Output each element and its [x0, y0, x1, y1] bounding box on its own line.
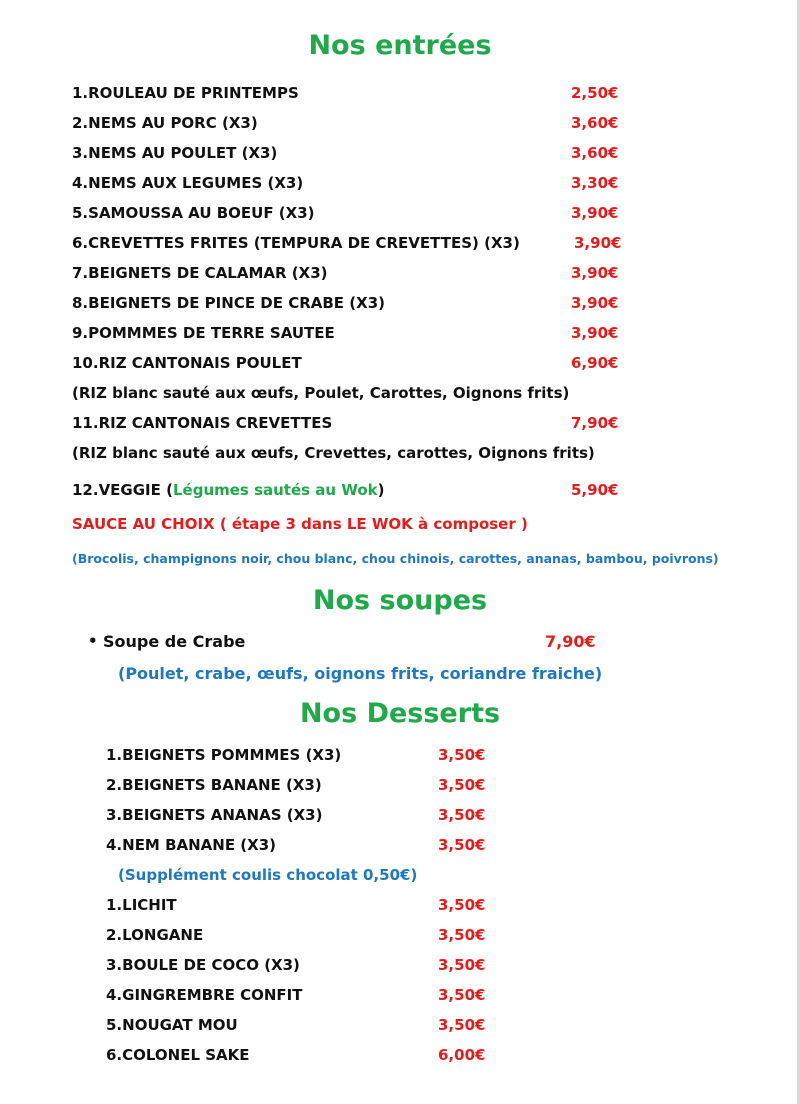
dessert-row	[0, 956, 800, 978]
supplement-note: (Supplément coulis chocolat 0,50€)	[118, 866, 418, 884]
dessert-price: 3,50€	[438, 896, 486, 914]
dessert-price: 3,50€	[438, 836, 486, 854]
entree-name: 1.ROULEAU DE PRINTEMPS	[72, 84, 299, 102]
dessert-row	[0, 746, 800, 768]
dessert-row	[0, 926, 800, 948]
dessert-row	[0, 986, 800, 1008]
entree-price: 7,90€	[571, 414, 619, 432]
entree-name: 4.NEMS AUX LEGUMES (X3)	[72, 174, 304, 192]
dessert-price: 3,50€	[438, 956, 486, 974]
dessert-row	[0, 1016, 800, 1038]
entree-price: 3,90€	[571, 294, 619, 312]
veggie-list: (Brocolis, champignons noir, chou blanc, chou chinois, carottes, ananas, bambou, poivrons)	[72, 551, 719, 566]
soupe-name: Soupe de Crabe	[103, 632, 246, 651]
entree-price: 3,30€	[571, 174, 619, 192]
dessert-row	[0, 1046, 800, 1068]
entree-row	[0, 234, 800, 256]
dessert-row	[0, 776, 800, 798]
entree-name: 9.POMMMES DE TERRE SAUTEE	[72, 324, 335, 342]
supplement-row	[0, 866, 800, 888]
entree-name: 11.RIZ CANTONAIS CREVETTES	[72, 414, 333, 432]
veggie-row	[0, 481, 800, 503]
bullet-icon: •	[88, 632, 98, 650]
dessert-name: 5.NOUGAT MOU	[106, 1016, 238, 1034]
soupe-note-row	[0, 664, 800, 686]
desserts-title: Nos Desserts	[299, 698, 501, 729]
soupe-row	[0, 632, 800, 654]
entree-name: 10.RIZ CANTONAIS POULET	[72, 354, 302, 372]
dessert-price: 3,50€	[438, 776, 486, 794]
veggie-price: 5,90€	[571, 481, 619, 499]
dessert-name: 4.NEM BANANE (X3)	[106, 836, 277, 854]
entree-row	[0, 264, 800, 286]
sauce-choice-line: SAUCE AU CHOIX ( étape 3 dans LE WOK à composer )	[72, 515, 528, 533]
entree-name: 2.NEMS AU PORC (X3)	[72, 114, 258, 132]
dessert-name: 2.BEIGNETS BANANE (X3)	[106, 776, 322, 794]
entree-row	[0, 294, 800, 316]
entree-price: 3,90€	[571, 264, 619, 282]
soupe-price: 7,90€	[545, 632, 596, 651]
dessert-name: 3.BOULE DE COCO (X3)	[106, 956, 300, 974]
dessert-price: 3,50€	[438, 746, 486, 764]
entree-row	[0, 324, 800, 346]
entree-price: 3,90€	[571, 204, 619, 222]
sauce-row	[0, 515, 800, 537]
entree-name: 7.BEIGNETS DE CALAMAR (X3)	[72, 264, 328, 282]
entree-name: 8.BEIGNETS DE PINCE DE CRABE (X3)	[72, 294, 385, 312]
entree-price: 3,60€	[571, 114, 619, 132]
entree-name: 6.CREVETTES FRITES (TEMPURA DE CREVETTES) (X3)	[72, 234, 520, 252]
soupes-title: Nos soupes	[312, 585, 488, 616]
entree-row	[0, 204, 800, 226]
veggie-name-green: Légumes sautés au Wok	[172, 481, 378, 499]
riz-crevettes-note: (RIZ blanc sauté aux œufs, Crevettes, carottes, Oignons frits)	[72, 444, 595, 462]
dessert-price: 3,50€	[438, 926, 486, 944]
riz-poulet-note: (RIZ blanc sauté aux œufs, Poulet, Carottes, Oignons frits)	[72, 384, 570, 402]
entree-row	[0, 414, 800, 436]
dessert-name: 4.GINGREMBRE CONFIT	[106, 986, 303, 1004]
entree-price: 3,90€	[571, 324, 619, 342]
dessert-row	[0, 806, 800, 828]
entree-price: 2,50€	[571, 84, 619, 102]
entree-note	[0, 384, 800, 406]
dessert-row	[0, 836, 800, 858]
entree-row	[0, 174, 800, 196]
entree-note	[0, 444, 800, 466]
soupe-note: (Poulet, crabe, œufs, oignons frits, coriandre fraiche)	[118, 664, 603, 683]
entree-name: 3.NEMS AU POULET (X3)	[72, 144, 278, 162]
entree-row	[0, 84, 800, 106]
entree-row	[0, 114, 800, 136]
dessert-name: 2.LONGANE	[106, 926, 204, 944]
dessert-name: 6.COLONEL SAKE	[106, 1046, 250, 1064]
entree-price: 6,90€	[571, 354, 619, 372]
dessert-name: 1.BEIGNETS POMMMES (X3)	[106, 746, 342, 764]
veggie-list-row	[0, 551, 800, 573]
entree-row	[0, 354, 800, 376]
dessert-name: 1.LICHIT	[106, 896, 177, 914]
veggie-name	[72, 481, 384, 499]
entree-row	[0, 144, 800, 166]
dessert-price: 3,50€	[438, 986, 486, 1004]
veggie-name-start: 12.VEGGIE (	[72, 481, 173, 499]
dessert-price: 6,00€	[438, 1046, 486, 1064]
entree-price: 3,90€	[574, 234, 622, 252]
entree-price: 3,60€	[571, 144, 619, 162]
entree-name: 5.SAMOUSSA AU BOEUF (X3)	[72, 204, 315, 222]
dessert-price: 3,50€	[438, 806, 486, 824]
dessert-name: 3.BEIGNETS ANANAS (X3)	[106, 806, 323, 824]
dessert-price: 3,50€	[438, 1016, 486, 1034]
veggie-name-end: )	[377, 481, 385, 499]
entrees-title: Nos entrées	[308, 30, 492, 61]
dessert-row	[0, 896, 800, 918]
